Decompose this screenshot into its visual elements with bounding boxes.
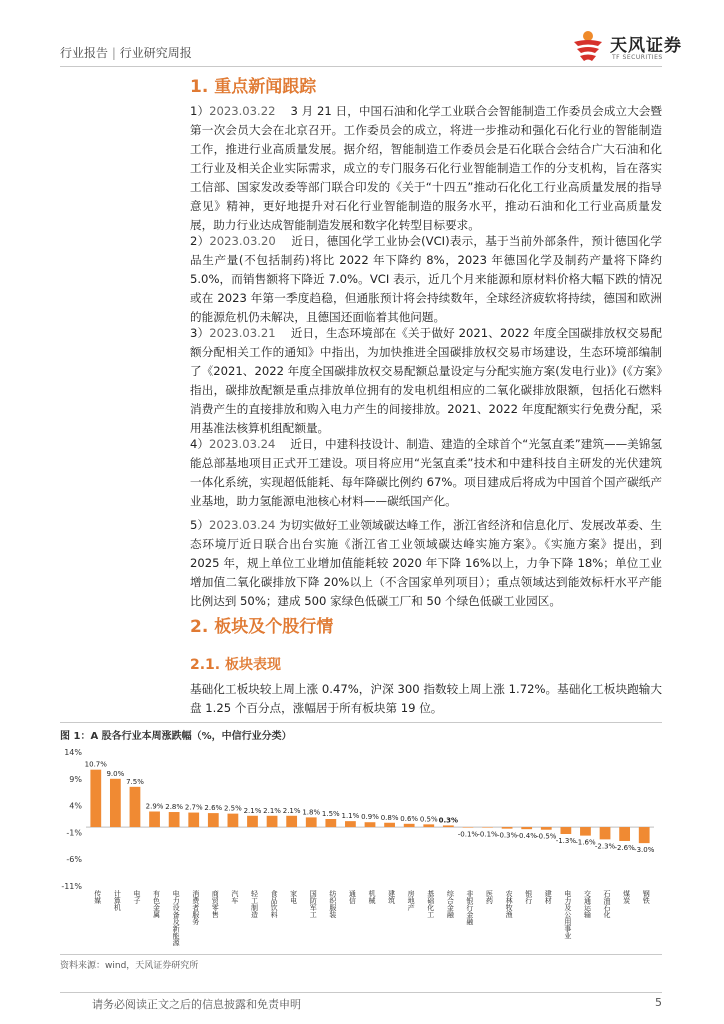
news-number: 1）: [190, 104, 210, 118]
news-text: 近日，德国化学工业协会(VCI)表示，基于当前外部条件，预计德国化学品生产量(不包括制药)将比 2022 年下降约 8%，2023 年德国化学及制药产量将下降约 5.0%，而销售额将下降近 7.0%。VCI 表示，近几个月来能源和原材料价格大幅下跌的情况或在 2023 年第一季度趋稳，但通胀预计将会持续数年，全球经济疲软将持续，德国和欧洲的能源危机仍未解决，且德国还面临着其他问题。: [190, 234, 662, 324]
bar: [188, 813, 199, 827]
bar: [228, 814, 239, 827]
category-label: 非银行金融: [465, 890, 474, 925]
news-item-2: [190, 232, 662, 327]
figure-source: 资料来源：wind，天风证券研究所: [60, 961, 199, 971]
data-label: 2.5%: [223, 804, 242, 813]
bar: [110, 779, 121, 827]
data-label: 2.7%: [184, 803, 203, 812]
news-text: 近日，生态环境部在《关于做好 2021、2022 年度全国碳排放权交易配额分配相关工作的通知》中指出，为加快推进全国碳排放权交易市场建设，生态环境部编制了《2021、2022 年度全国碳排放权交易配额总量设定与分配实施方案(发电行业)》(《方案》指出，碳排放配额是重点排放单位拥有的发电机组相应的二氧化碳排放限额，包括化石燃料消费产生的直接排放和购入电力产生的间接排放。2021、2022 年度配额实行免费分配，采用基准法核算机组配额量。: [190, 326, 662, 435]
news-number: 4）: [190, 437, 209, 451]
bar: [521, 827, 532, 829]
news-text: 3 月 21 日，中国石油和化学工业联合会智能制造工作委员会成立大会暨第一次会员大会在北京召开。工作委员会的成立，将进一步推动和强化石化行业的智能制造工作，推进行业高质量发展。据介绍，智能制造工作委员会是石化联合会结合广大石油和化工行业及相关企业实际需求，成立的专门服务石化行业智能制造工作的分支机构，旨在落实工信部、国家发改委等部门联合印发的《关于“十四五”推动石化化工行业高质量发展的指导意见》精神，更好地提升对石化行业智能制造的服务水平，推动石油和化工行业高质量发展，助力行业达成智能制造发展和数字化转型目标要求。: [190, 104, 662, 232]
data-label: -2.3%: [594, 842, 616, 851]
category-label: 机械: [368, 890, 376, 904]
data-label: -0.1%: [457, 830, 479, 839]
news-date: 2023.03.22: [209, 104, 276, 118]
report-type: 行业报告: [60, 46, 109, 60]
bar: [463, 827, 474, 828]
section-2-title: 2. 板块及个股行情: [190, 617, 334, 637]
figure-top-divider: [60, 722, 662, 723]
data-label: -0.4%: [516, 832, 537, 841]
data-label: 9.0%: [106, 769, 125, 778]
category-label: 家电: [289, 890, 298, 904]
data-label: -1.3%: [555, 837, 577, 846]
brand-name: 天风证券: [610, 36, 682, 56]
category-label: 汽车: [230, 890, 239, 904]
data-label: 2.8%: [165, 803, 184, 812]
y-tick-label: -1%: [66, 828, 82, 838]
figure-bottom-divider: [60, 954, 662, 955]
data-label: -2.6%: [614, 843, 635, 852]
news-number: 3）: [190, 326, 210, 340]
category-label: 银行: [524, 890, 533, 904]
data-label: 10.7%: [84, 760, 107, 769]
category-label: 电力设备及新能源: [172, 890, 181, 946]
news-item-4: [190, 435, 662, 511]
category-label: 电力及公用事业: [563, 890, 572, 939]
data-label: 2.1%: [282, 806, 301, 815]
news-date: 2023.03.24: [209, 518, 276, 532]
y-tick-label: -6%: [66, 855, 82, 865]
y-tick-label: 4%: [69, 801, 82, 811]
category-label: 建筑: [387, 890, 396, 904]
category-label: 钢铁: [642, 890, 651, 904]
data-label: 1.5%: [321, 810, 340, 818]
data-label: 2.9%: [145, 802, 164, 811]
bar: [286, 816, 297, 827]
data-label: 2.6%: [204, 804, 223, 813]
category-label: 煤炭: [622, 890, 631, 904]
data-label: 0.6%: [400, 814, 419, 823]
news-item-1: [190, 102, 662, 235]
bar: [600, 827, 611, 839]
bar: [267, 816, 278, 827]
footer-divider: [60, 992, 662, 993]
report-subtype: 行业研究周报: [119, 46, 192, 60]
data-label: 2.1%: [243, 806, 262, 815]
data-label: 0.5%: [419, 815, 438, 824]
data-label: 0.8%: [380, 813, 399, 822]
bar: [502, 827, 513, 829]
category-label: 建材: [544, 890, 553, 904]
category-label: 有色金属: [152, 890, 161, 918]
bar: [325, 819, 336, 827]
y-tick-label: 14%: [64, 748, 82, 757]
page-number: 5: [655, 996, 662, 1009]
bar: [345, 821, 356, 827]
bar: [149, 811, 160, 827]
bar: [560, 827, 571, 834]
category-label: 农林牧渔: [505, 890, 514, 918]
data-label: -0.5%: [536, 832, 557, 841]
news-number: 2）: [190, 234, 210, 248]
news-text: 近日，中建科技设计、制造、建造的全球首个“光氢直柔”建筑——美锦氢能总部基地项目正式开工建设。项目将应用“光氢直柔”技术和中建科技自主研发的光伏建筑一体化系统，实现超低能耗、每年降碳比例约 67%。项目建成后将成为中国首个国产碳纸产业基地，助力氢能源电池核心材料——碳纸国产化。: [190, 437, 662, 508]
data-label: 2.1%: [263, 806, 281, 815]
data-label: -0.3%: [496, 831, 518, 840]
bar: [580, 827, 591, 836]
bar: [404, 824, 415, 827]
bar: [619, 827, 630, 841]
industry-bar-chart: [60, 740, 664, 952]
data-label: -0.1%: [477, 830, 498, 839]
bar: [169, 812, 180, 827]
bar: [306, 817, 317, 827]
news-number: 5）: [190, 518, 209, 532]
category-label: 通信: [348, 890, 357, 904]
news-date: 2023.03.21: [209, 326, 276, 340]
data-label: 1.8%: [302, 808, 321, 817]
bar: [541, 827, 552, 830]
category-label: 传媒: [93, 890, 102, 904]
data-label: -3.0%: [634, 846, 655, 855]
news-item-3: [190, 324, 662, 438]
figure-title: 图 1：A 股各行业本周涨跌幅（%，中信行业分类）: [60, 731, 292, 742]
bar: [384, 823, 395, 827]
category-label: 国防军工: [309, 890, 318, 918]
board-performance-text: 基础化工板块较上周上涨 0.47%，沪深 300 指数较上周上涨 1.72%。基础化工板块跑输大盘 1.25 个百分点，涨幅居于所有板块第 19 位。: [190, 682, 662, 715]
logo-mark-icon: [568, 28, 608, 66]
brand-subtitle: TF SECURITIES: [612, 54, 663, 61]
y-tick-label: -11%: [61, 882, 82, 891]
category-label: 医药: [485, 890, 494, 904]
data-label: 7.5%: [126, 777, 144, 786]
header-divider: [60, 66, 662, 67]
data-label: 0.9%: [361, 813, 379, 822]
header-separator: |: [111, 46, 116, 60]
news-date: 2023.03.20: [209, 234, 276, 248]
report-category: [60, 44, 192, 61]
bar: [247, 816, 258, 827]
data-label: 1.1%: [341, 812, 360, 821]
bar: [365, 822, 376, 827]
category-label: 电子: [132, 890, 141, 904]
news-item-5: [190, 516, 662, 611]
category-label: 交通运输: [583, 890, 592, 918]
category-label: 综合金融: [446, 890, 455, 918]
bar: [90, 770, 101, 827]
category-label: 消费者服务: [191, 890, 200, 925]
tf-securities-logo: [568, 28, 698, 68]
bar: [443, 825, 454, 827]
category-label: 轻工制造: [250, 890, 259, 918]
category-label: 基础化工: [426, 890, 435, 918]
section-2-1-title: 2.1. 板块表现: [190, 657, 281, 673]
news-text: 为切实做好工业领域碳达峰工作，浙江省经济和信息化厅、发展改革委、生态环境厅近日联合出台实施《浙江省工业领域碳达峰实施方案》。《实施方案》提出，到 2025 年，规上单位工业增加值能耗较 2020 年下降 16%以上，力争下降 18%；单位工业增加值二氧化碳排放下降 20%以上（不含国家单列项目）；重点领域达到能效标杆水平产能比例达到 50%；建成 500 家绿色低碳工厂和 50 个绿色低碳工业园区。: [190, 518, 662, 608]
category-label: 商贸零售: [211, 890, 220, 918]
category-label: 计算机: [113, 890, 122, 911]
footer-disclaimer: 请务必阅读正文之后的信息披露和免责申明: [92, 998, 301, 1011]
data-label: 0.3%: [438, 816, 459, 825]
category-label: 纺织服装: [328, 890, 337, 918]
data-label: -1.6%: [575, 838, 596, 847]
bar: [208, 813, 219, 827]
bar: [423, 824, 434, 827]
category-label: 石油石化: [603, 890, 612, 918]
category-label: 食品饮料: [270, 890, 279, 918]
bar: [482, 827, 493, 828]
y-tick-label: 9%: [69, 774, 82, 784]
bar: [639, 827, 650, 843]
bar: [130, 787, 141, 827]
section-1-title: 1. 重点新闻跟踪: [190, 77, 317, 97]
news-date: 2023.03.24: [209, 437, 276, 451]
category-label: 房地产: [407, 890, 416, 911]
